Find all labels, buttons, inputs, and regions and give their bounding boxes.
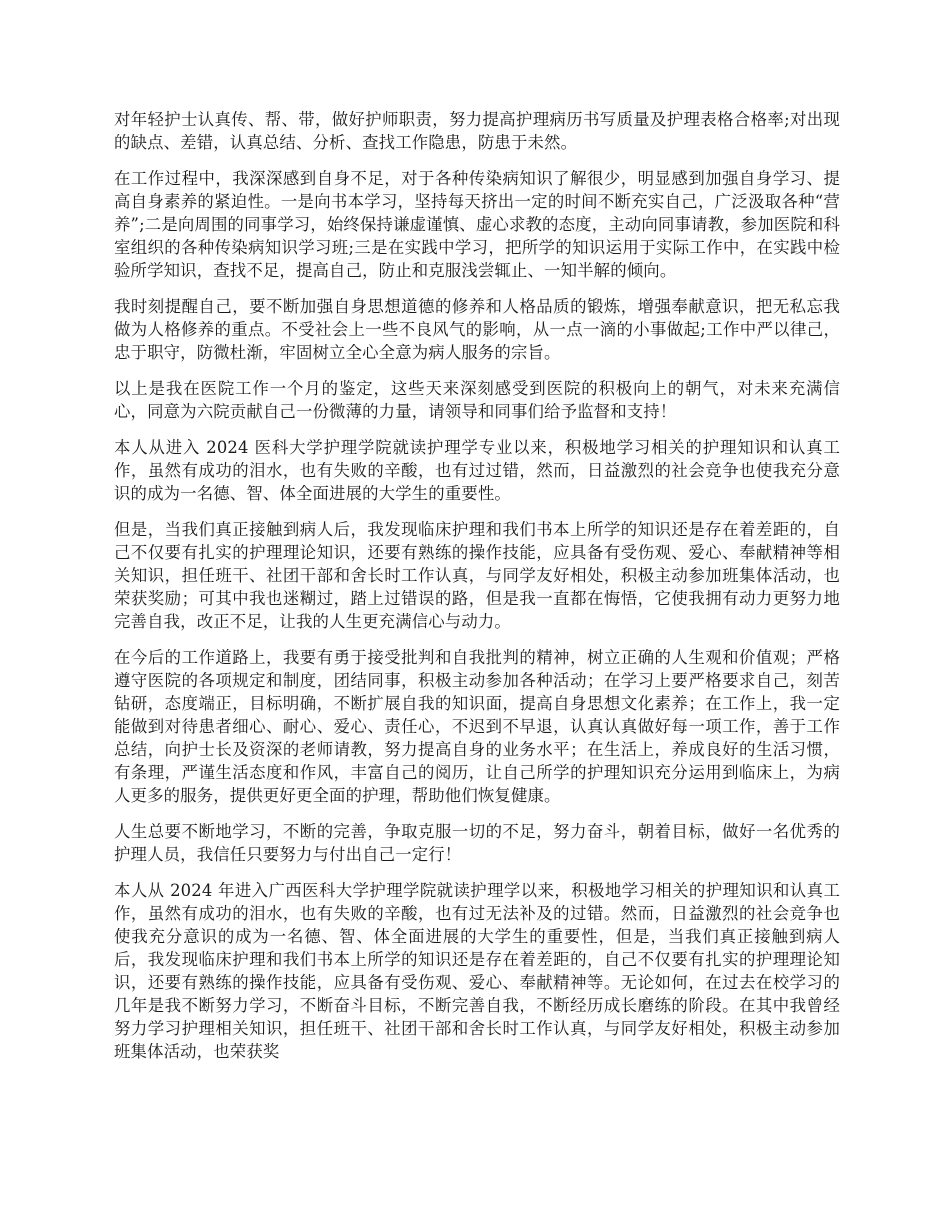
paragraph-9: 本人从 2024 年进入广西医科大学护理学院就读护理学以来，积极地学习相关的护理知识和认真工作，虽然有成功的泪水，也有失败的辛酸，也有过无法补及的过错。然而，日益激烈的社会竞争也使我充分意识的成为一名德、智、体全面进展的大学生的重要性，但是，当我们真正接触到病人后，我发现临床护理和我们书本上所学的知识还是存在着差距的，自己不仅要有扎实的护理理论知识，还要有熟练的操作技能，应具备有受伤观、爱心、奉献精神等。无论如何，在过去在校学习的几年是我不断努力学习，不断奋斗目标，不断完善自我，不断经历成长磨练的阶段。在其中我曾经努力学习护理相关知识，担任班干、社团干部和舍长时工作认真，与同学友好相处，积极主动参加班集体活动，也荣获奖 bbox=[114, 881, 840, 1061]
paragraph-6: 但是，当我们真正接触到病人后，我发现临床护理和我们书本上所学的知识还是存在着差距的，自己不仅要有扎实的护理理论知识，还要有熟练的操作技能，应具备有受伤观、爱心、奉献精神等相关知识，担任班干、社团干部和舍长时工作认真，与同学友好相处，积极主动参加班集体活动，也荣获奖励；可其中我也迷糊过，踏上过错误的路，但是我一直都在悔悟，它使我拥有动力更努力地完善自我，改正不足，让我的人生更充满信心与动力。 bbox=[114, 520, 840, 631]
paragraph-8: 人生总要不断地学习，不断的完善，争取克服一切的不足，努力奋斗，朝着目标，做好一名优秀的护理人员，我信任只要努力与付出自己一定行！ bbox=[114, 822, 840, 864]
paragraph-5: 本人从进入 2024 医科大学护理学院就读护理学专业以来，积极地学习相关的护理知识和认真工作，虽然有成功的泪水，也有失败的辛酸，也有过过错，然而，日益激烈的社会竞争也使我充分意识的成为一名德、智、体全面进展的大学生的重要性。 bbox=[114, 438, 840, 503]
paragraph-3: 我时刻提醒自己，要不断加强自身思想道德的修养和人格品质的锻炼，增强奉献意识，把无私忘我做为人格修养的重点。不受社会上一些不良风气的影响，从一点一滴的小事做起;工作中严以律己，忠于职守，防微杜渐，牢固树立全心全意为病人服务的宗旨。 bbox=[114, 297, 840, 362]
document-body bbox=[114, 108, 840, 1076]
paragraph-1: 对年轻护士认真传、帮、带，做好护师职责，努力提高护理病历书写质量及护理表格合格率;对出现的缺点、差错，认真总结、分析、查找工作隐患，防患于未然。 bbox=[114, 110, 840, 152]
paragraph-7: 在今后的工作道路上，我要有勇于接受批判和自我批判的精神，树立正确的人生观和价值观；严格遵守医院的各项规定和制度，团结同事，积极主动参加各种活动；在学习上要严格要求自己，刻苦钻研，态度端正，目标明确，不断扩展自我的知识面，提高自身思想文化素养；在工作上，我一定能做到对待患者细心、耐心、爱心、责任心，不迟到不早退，认真认真做好每一项工作，善于工作总结，向护士长及资深的老师请教，努力提高自身的业务水平；在生活上，养成良好的生活习惯，有条理，严谨生活态度和作风，丰富自己的阅历，让自己所学的护理知识充分运用到临床上，为病人更多的服务，提供更好更全面的护理，帮助他们恢复健康。 bbox=[114, 648, 840, 805]
paragraph-2: 在工作过程中，我深深感到自身不足，对于各种传染病知识了解很少，明显感到加强自身学习、提高自身素养的紧迫性。一是向书本学习，坚持每天挤出一定的时间不断充实自己，广泛汲取各种“营养”;二是向周围的同事学习，始终保持谦虚谨慎、虚心求教的态度，主动向同事请教，参加医院和科室组织的各种传染病知识学习班;三是在实践中学习，把所学的知识运用于实际工作中，在实践中检验所学知识，查找不足，提高自己，防止和克服浅尝辄止、一知半解的倾向。 bbox=[114, 169, 840, 280]
paragraph-4: 以上是我在医院工作一个月的鉴定，这些天来深刻感受到医院的积极向上的朝气，对未来充满信心，同意为六院贡献自己一份微薄的力量，请领导和同事们给予监督和支持！ bbox=[114, 379, 840, 421]
